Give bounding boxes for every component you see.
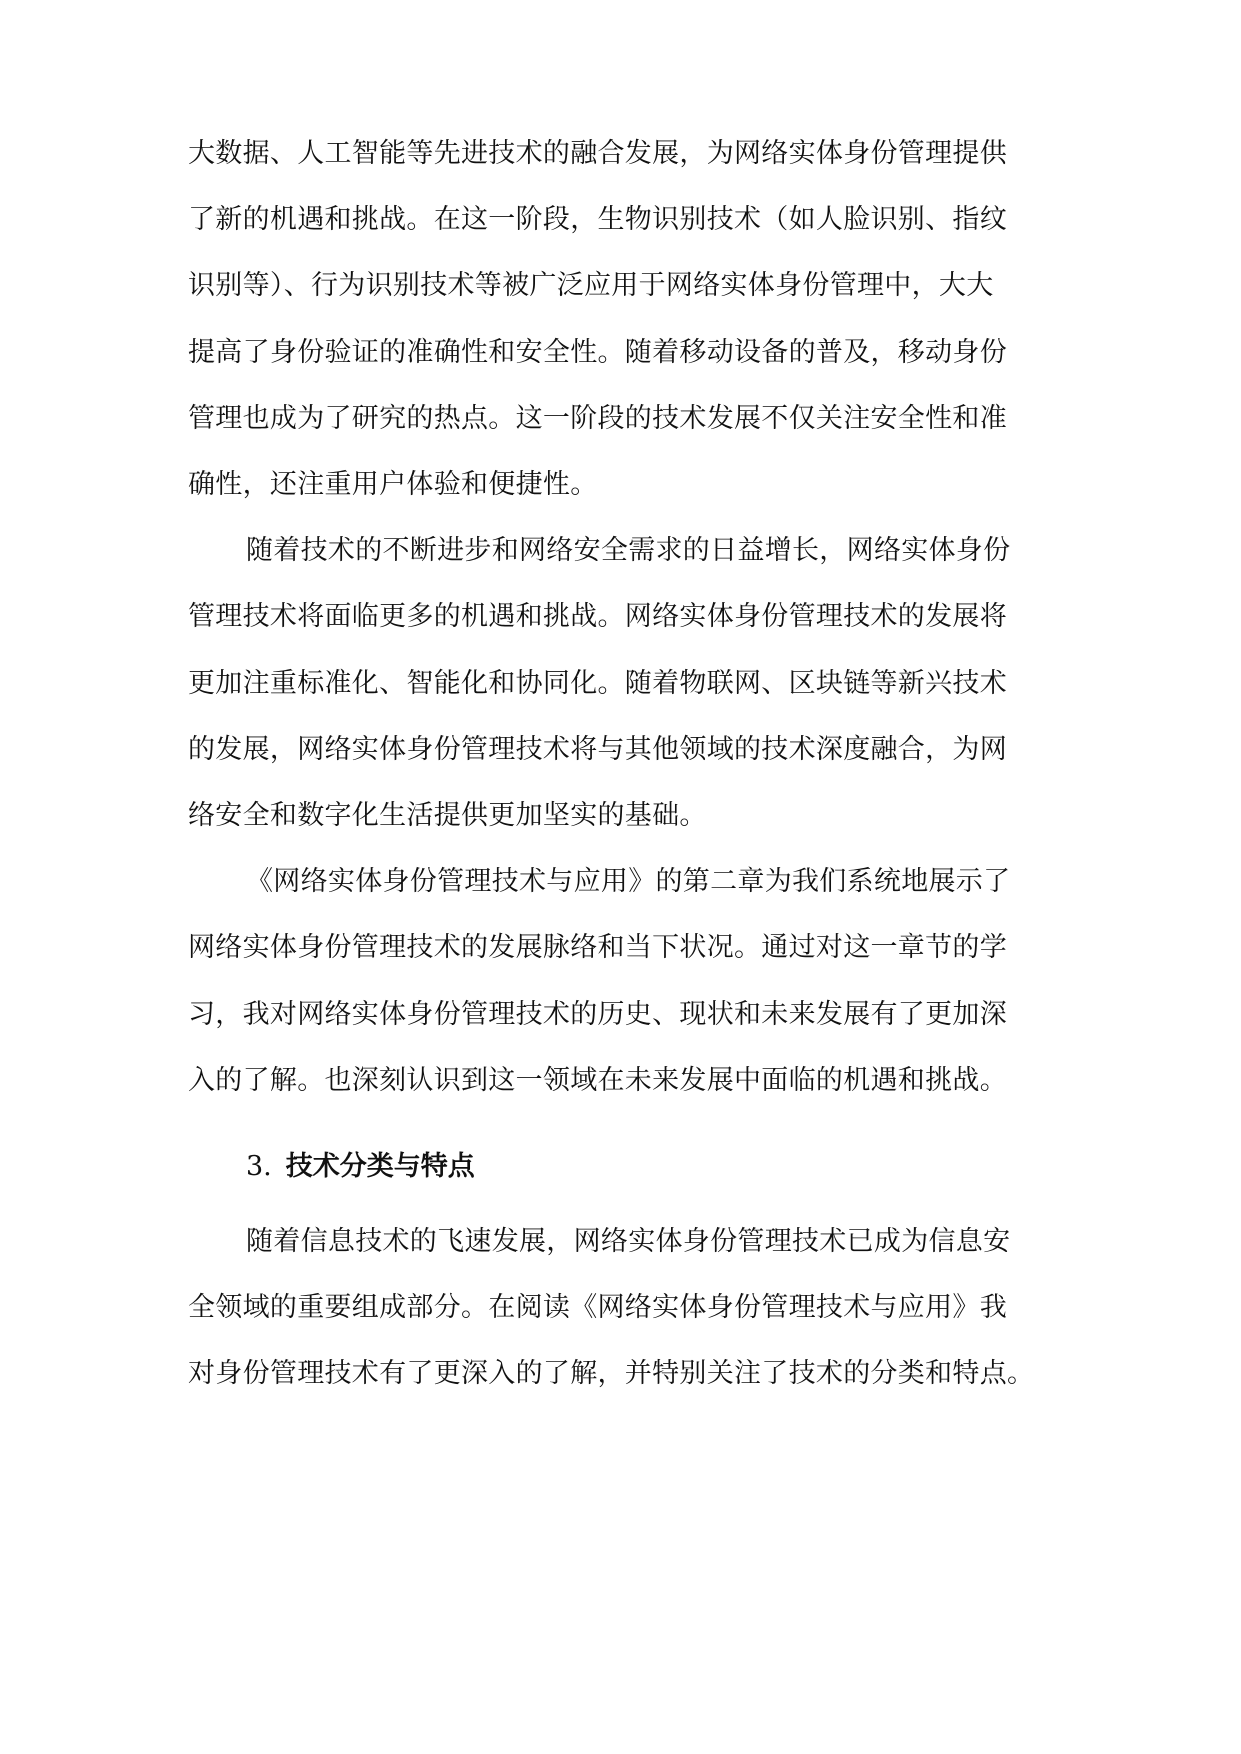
paragraph-2-line-5: 络安全和数字化生活提供更加坚实的基础。	[188, 800, 707, 831]
section-paragraph-line-1: 随着信息技术的飞速发展，网络实体身份管理技术已成为信息安	[246, 1226, 1011, 1257]
section-paragraph-line-3: 对身份管理技术有了更深入的了解，并特别关注了技术的分类和特点。	[188, 1358, 1035, 1389]
section-title: 技术分类与特点	[285, 1151, 475, 1182]
paragraph-1-line-4: 提高了身份验证的准确性和安全性。随着移动设备的普及，移动身份	[188, 337, 1007, 368]
paragraph-1-line-5: 管理也成为了研究的热点。这一阶段的技术发展不仅关注安全性和准	[188, 403, 1007, 434]
paragraph-3-line-4: 入的了解。也深刻认识到这一领域在未来发展中面临的机遇和挑战。	[188, 1065, 1007, 1096]
paragraph-3-line-2: 网络实体身份管理技术的发展脉络和当下状况。通过对这一章节的学	[188, 932, 1007, 963]
section-number: 3.	[246, 1151, 272, 1182]
paragraph-1-line-6: 确性，还注重用户体验和便捷性。	[188, 469, 598, 500]
paragraph-3-line-1: 《网络实体身份管理技术与应用》的第二章为我们系统地展示了	[246, 866, 1011, 897]
paragraph-2-line-4: 的发展，网络实体身份管理技术将与其他领域的技术深度融合，为网	[188, 734, 1007, 765]
paragraph-3-line-3: 习，我对网络实体身份管理技术的历史、现状和未来发展有了更加深	[188, 999, 1007, 1030]
paragraph-2-line-3: 更加注重标准化、智能化和协同化。随着物联网、区块链等新兴技术	[188, 668, 1007, 699]
section-paragraph-line-2: 全领域的重要组成部分。在阅读《网络实体身份管理技术与应用》我	[188, 1292, 1007, 1323]
paragraph-2-line-1: 随着技术的不断进步和网络安全需求的日益增长，网络实体身份	[246, 535, 1011, 566]
paragraph-1-line-2: 了新的机遇和挑战。在这一阶段，生物识别技术（如人脸识别、指纹	[188, 204, 1007, 235]
paragraph-1-line-1: 大数据、人工智能等先进技术的融合发展，为网络实体身份管理提供	[188, 138, 1007, 169]
paragraph-1-line-3: 识别等）、行为识别技术等被广泛应用于网络实体身份管理中，大大	[188, 270, 994, 301]
paragraph-2-line-2: 管理技术将面临更多的机遇和挑战。网络实体身份管理技术的发展将	[188, 601, 1007, 632]
section-heading	[246, 1147, 475, 1187]
